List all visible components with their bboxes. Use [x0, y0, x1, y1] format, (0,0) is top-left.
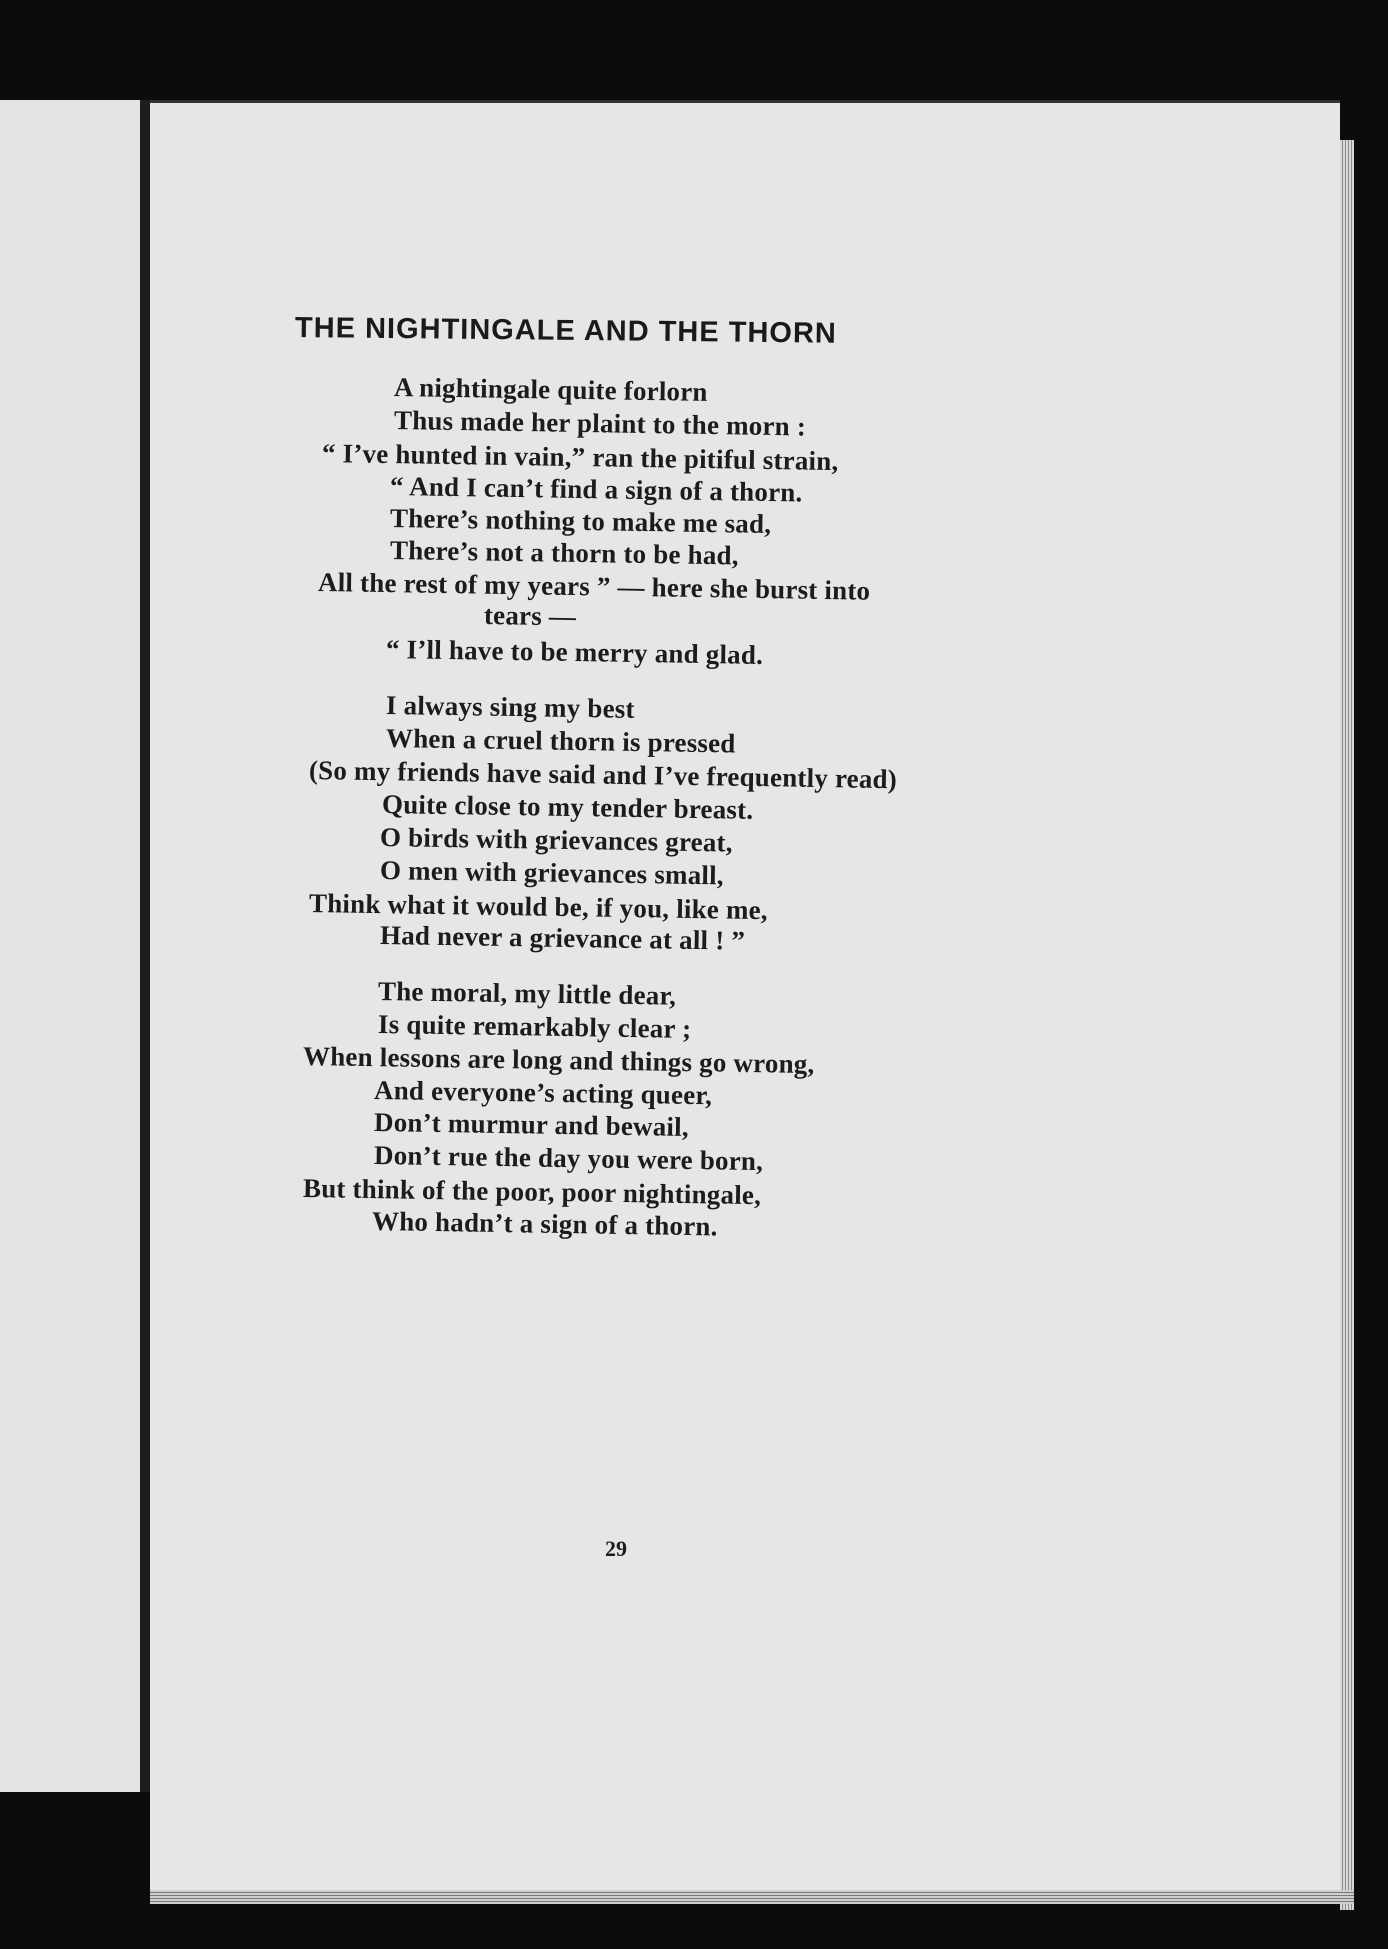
poem-line: Quite close to my tender breast. [381, 789, 754, 825]
poem-line: All the rest of my years ” — here she burst into [317, 567, 871, 606]
page-number: 29 [605, 1536, 627, 1561]
poem-line: (So my friends have said and I’ve frequently read) [308, 755, 898, 795]
poem-line: There’s nothing to make me sad, [389, 503, 772, 539]
left-page [0, 100, 143, 1792]
poem-line: There’s not a thorn to be had, [389, 535, 739, 571]
poem-line: A nightingale quite forlorn [393, 372, 708, 407]
poem-line: Don’t murmur and bewail, [373, 1107, 690, 1142]
right-page [150, 100, 1340, 1903]
poem-line: “ And I can’t find a sign of a thorn. [389, 471, 803, 508]
poem-line: O birds with grievances great, [379, 822, 733, 858]
poem-line: I always sing my best [385, 690, 635, 724]
poem-line: The moral, my little dear, [377, 976, 677, 1011]
poem-line: Don’t rue the day you were born, [373, 1140, 764, 1177]
poem-line: “ I’ve hunted in vain,” ran the pitiful strain, [321, 438, 839, 477]
poem-line: Is quite remarkably clear ; [377, 1009, 692, 1044]
poem-line: But think of the poor, poor nightingale, [302, 1173, 762, 1211]
book-gutter [140, 100, 150, 1792]
poem-title: THE NIGHTINGALE AND THE THORN [294, 312, 838, 350]
poem-line: Who hadn’t a sign of a thorn. [371, 1206, 718, 1242]
poem-line: Had never a grievance at all ! ” [379, 920, 746, 956]
poem-line: When a cruel thorn is pressed [385, 723, 736, 759]
poem-line: Thus made her plaint to the morn : [393, 405, 807, 442]
poem-line: And everyone’s acting queer, [373, 1075, 713, 1111]
bottom-page-edge [150, 1890, 1354, 1904]
poem-line: tears — [483, 600, 577, 632]
page-edge [1340, 140, 1354, 1910]
poem-line: “ I’ll have to be merry and glad. [385, 634, 764, 670]
poem-line: O men with grievances small, [379, 855, 725, 891]
poem-line: Think what it would be, if you, like me, [308, 888, 769, 926]
poem-line: When lessons are long and things go wrong, [302, 1041, 815, 1080]
